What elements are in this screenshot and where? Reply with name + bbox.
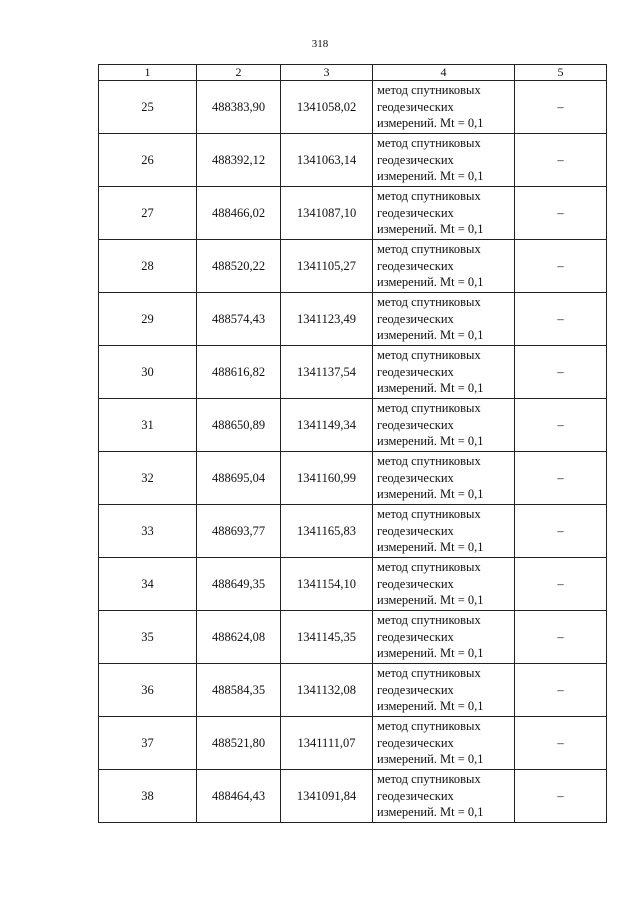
method-line: измерений. Mt = 0,1	[377, 169, 484, 184]
point-number-cell: 30	[99, 346, 197, 399]
x-coordinate-cell: 488383,90	[197, 81, 281, 134]
method-line: геодезических	[377, 311, 454, 326]
y-coordinate-cell: 1341123,49	[281, 293, 373, 346]
x-coordinate-cell: 488650,89	[197, 399, 281, 452]
method-line: измерений. Mt = 0,1	[377, 646, 484, 661]
method-line: измерений. Mt = 0,1	[377, 805, 484, 820]
table-row	[99, 293, 607, 346]
method-line: геодезических	[377, 523, 454, 538]
coordinates-table	[98, 64, 607, 823]
column-header-4: 4	[373, 65, 515, 81]
x-coordinate-cell: 488695,04	[197, 452, 281, 505]
point-number-cell: 29	[99, 293, 197, 346]
table-row	[99, 134, 607, 187]
point-number-cell: 28	[99, 240, 197, 293]
x-coordinate-cell: 488574,43	[197, 293, 281, 346]
method-line: метод спутниковых	[377, 772, 481, 787]
column-header-5: 5	[515, 65, 607, 81]
note-cell: –	[515, 81, 607, 134]
y-coordinate-cell: 1341105,27	[281, 240, 373, 293]
method-cell	[373, 293, 515, 346]
point-number-cell: 33	[99, 505, 197, 558]
method-line: измерений. Mt = 0,1	[377, 116, 484, 131]
table-row	[99, 81, 607, 134]
method-line: метод спутниковых	[377, 242, 481, 257]
x-coordinate-cell: 488616,82	[197, 346, 281, 399]
method-line: метод спутниковых	[377, 507, 481, 522]
table-row	[99, 558, 607, 611]
point-number-cell: 38	[99, 770, 197, 823]
method-line: метод спутниковых	[377, 560, 481, 575]
method-cell	[373, 399, 515, 452]
method-line: метод спутниковых	[377, 295, 481, 310]
point-number-cell: 26	[99, 134, 197, 187]
point-number-cell: 35	[99, 611, 197, 664]
note-cell: –	[515, 505, 607, 558]
y-coordinate-cell: 1341091,84	[281, 770, 373, 823]
method-line: геодезических	[377, 576, 454, 591]
method-line: геодезических	[377, 470, 454, 485]
note-cell: –	[515, 346, 607, 399]
method-line: измерений. Mt = 0,1	[377, 328, 484, 343]
method-cell	[373, 664, 515, 717]
y-coordinate-cell: 1341132,08	[281, 664, 373, 717]
method-line: измерений. Mt = 0,1	[377, 593, 484, 608]
point-number-cell: 25	[99, 81, 197, 134]
note-cell: –	[515, 664, 607, 717]
table-row	[99, 240, 607, 293]
method-cell	[373, 346, 515, 399]
method-line: геодезических	[377, 788, 454, 803]
method-cell	[373, 240, 515, 293]
table-header-row	[99, 65, 607, 81]
table-row	[99, 664, 607, 717]
method-cell	[373, 452, 515, 505]
method-line: метод спутниковых	[377, 83, 481, 98]
point-number-cell: 36	[99, 664, 197, 717]
method-line: измерений. Mt = 0,1	[377, 222, 484, 237]
table-body	[99, 81, 607, 823]
note-cell: –	[515, 293, 607, 346]
method-line: метод спутниковых	[377, 401, 481, 416]
x-coordinate-cell: 488392,12	[197, 134, 281, 187]
note-cell: –	[515, 187, 607, 240]
method-line: измерений. Mt = 0,1	[377, 381, 484, 396]
y-coordinate-cell: 1341137,54	[281, 346, 373, 399]
column-header-3: 3	[281, 65, 373, 81]
y-coordinate-cell: 1341063,14	[281, 134, 373, 187]
column-header-2: 2	[197, 65, 281, 81]
method-line: метод спутниковых	[377, 136, 481, 151]
x-coordinate-cell: 488624,08	[197, 611, 281, 664]
page-number: 318	[311, 38, 329, 50]
method-line: геодезических	[377, 258, 454, 273]
note-cell: –	[515, 717, 607, 770]
x-coordinate-cell: 488584,35	[197, 664, 281, 717]
method-line: метод спутниковых	[377, 454, 481, 469]
x-coordinate-cell: 488464,43	[197, 770, 281, 823]
y-coordinate-cell: 1341058,02	[281, 81, 373, 134]
method-line: измерений. Mt = 0,1	[377, 540, 484, 555]
method-line: измерений. Mt = 0,1	[377, 487, 484, 502]
point-number-cell: 27	[99, 187, 197, 240]
method-line: метод спутниковых	[377, 348, 481, 363]
y-coordinate-cell: 1341145,35	[281, 611, 373, 664]
method-cell	[373, 717, 515, 770]
table-row	[99, 505, 607, 558]
x-coordinate-cell: 488693,77	[197, 505, 281, 558]
point-number-cell: 34	[99, 558, 197, 611]
point-number-cell: 32	[99, 452, 197, 505]
point-number-cell: 37	[99, 717, 197, 770]
x-coordinate-cell: 488521,80	[197, 717, 281, 770]
method-line: геодезических	[377, 205, 454, 220]
y-coordinate-cell: 1341149,34	[281, 399, 373, 452]
note-cell: –	[515, 611, 607, 664]
method-cell	[373, 770, 515, 823]
note-cell: –	[515, 240, 607, 293]
column-header-1: 1	[99, 65, 197, 81]
method-cell	[373, 505, 515, 558]
table-row	[99, 187, 607, 240]
note-cell: –	[515, 399, 607, 452]
table-row	[99, 717, 607, 770]
method-line: метод спутниковых	[377, 189, 481, 204]
method-line: измерений. Mt = 0,1	[377, 434, 484, 449]
table-row	[99, 770, 607, 823]
method-cell	[373, 611, 515, 664]
table-row	[99, 452, 607, 505]
method-line: геодезических	[377, 735, 454, 750]
note-cell: –	[515, 558, 607, 611]
method-line: геодезических	[377, 99, 454, 114]
y-coordinate-cell: 1341165,83	[281, 505, 373, 558]
y-coordinate-cell: 1341087,10	[281, 187, 373, 240]
x-coordinate-cell: 488466,02	[197, 187, 281, 240]
note-cell: –	[515, 770, 607, 823]
x-coordinate-cell: 488520,22	[197, 240, 281, 293]
note-cell: –	[515, 452, 607, 505]
method-line: метод спутниковых	[377, 719, 481, 734]
y-coordinate-cell: 1341160,99	[281, 452, 373, 505]
method-cell	[373, 81, 515, 134]
method-line: измерений. Mt = 0,1	[377, 699, 484, 714]
method-line: метод спутниковых	[377, 613, 481, 628]
x-coordinate-cell: 488649,35	[197, 558, 281, 611]
point-number-cell: 31	[99, 399, 197, 452]
method-line: геодезических	[377, 629, 454, 644]
method-cell	[373, 134, 515, 187]
method-line: геодезических	[377, 152, 454, 167]
method-line: геодезических	[377, 417, 454, 432]
table-row	[99, 611, 607, 664]
y-coordinate-cell: 1341154,10	[281, 558, 373, 611]
method-line: измерений. Mt = 0,1	[377, 752, 484, 767]
table-row	[99, 346, 607, 399]
method-line: геодезических	[377, 364, 454, 379]
method-line: метод спутниковых	[377, 666, 481, 681]
table-row	[99, 399, 607, 452]
method-line: геодезических	[377, 682, 454, 697]
note-cell: –	[515, 134, 607, 187]
method-cell	[373, 558, 515, 611]
method-cell	[373, 187, 515, 240]
y-coordinate-cell: 1341111,07	[281, 717, 373, 770]
method-line: измерений. Mt = 0,1	[377, 275, 484, 290]
